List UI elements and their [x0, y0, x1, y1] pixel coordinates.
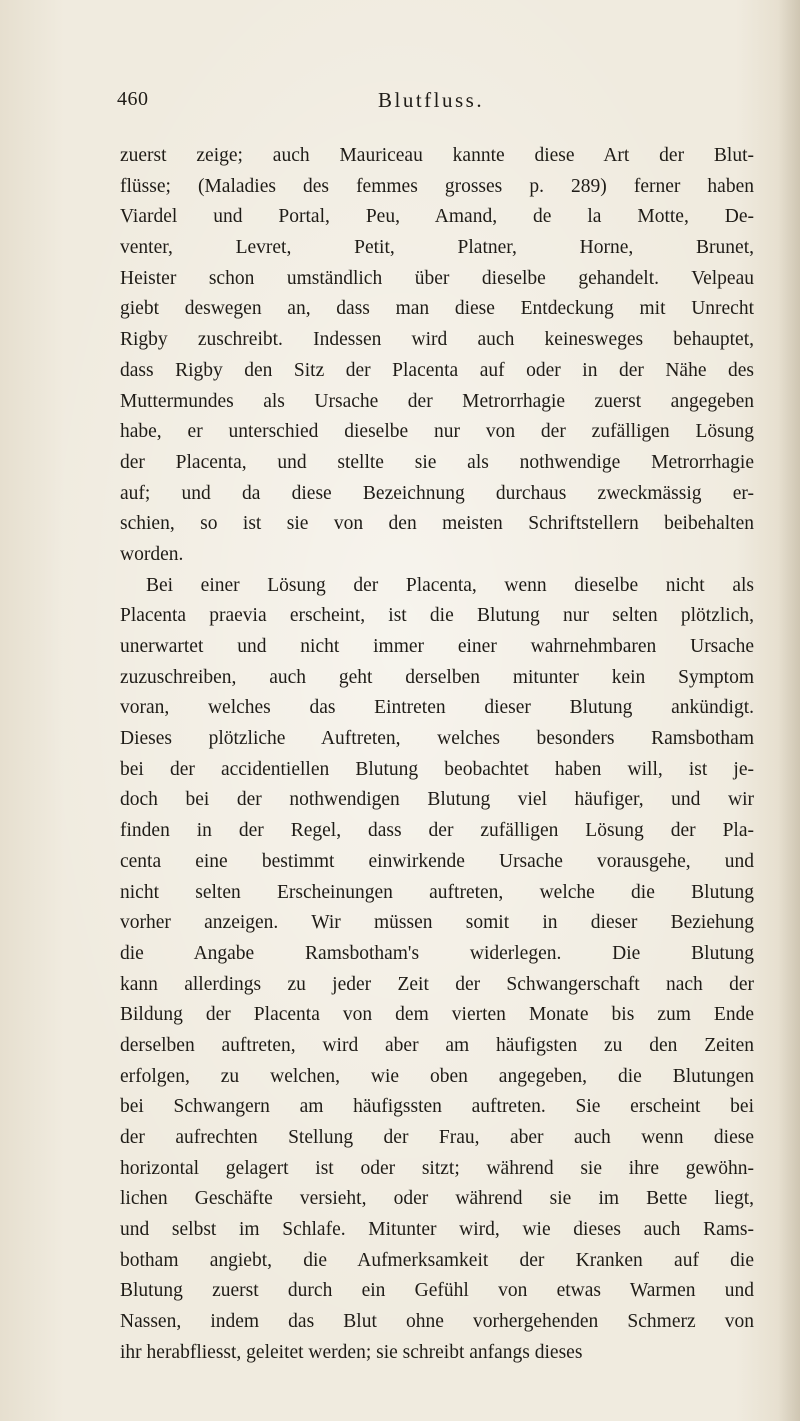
- text-line: bei der accidentiellen Blutung beobachtet haben will, ist je-: [120, 758, 754, 780]
- text-line: schien, so ist sie von den meisten Schriftstellern beibehalten: [120, 513, 754, 535]
- text-line: Heister schon umständlich über dieselbe gehandelt. Velpeau: [120, 267, 754, 289]
- text-line: Nassen, indem das Blut ohne vorhergehenden Schmerz von: [120, 1311, 754, 1333]
- text-line: Muttermundes als Ursache der Metrorrhagie zuerst angegeben: [120, 390, 754, 412]
- running-head: [0, 88, 800, 118]
- text-line: dass Rigby den Sitz der Placenta auf oder in der Nähe des: [120, 359, 754, 381]
- text-line: vorher anzeigen. Wir müssen somit in dieser Beziehung: [120, 912, 754, 934]
- text-line: flüsse; (Maladies des femmes grosses p. 289) ferner haben: [120, 175, 754, 197]
- text-line: botham angiebt, die Aufmerksamkeit der Kranken auf die: [120, 1249, 754, 1271]
- text-line: Rigby zuschreibt. Indessen wird auch keinesweges behauptet,: [120, 329, 754, 351]
- text-line: unerwartet und nicht immer einer wahrnehmbaren Ursache: [120, 636, 754, 657]
- text-line: kann allerdings zu jeder Zeit der Schwangerschaft nach der: [120, 973, 754, 995]
- text-line: und selbst im Schlafe. Mitunter wird, wie dieses auch Rams-: [120, 1219, 754, 1241]
- text-line: Viardel und Portal, Peu, Amand, de la Motte, De-: [120, 206, 754, 228]
- text-line: lichen Geschäfte versieht, oder während sie im Bette liegt,: [120, 1188, 754, 1210]
- text-line: bei Schwangern am häufigssten auftreten. Sie erscheint bei: [120, 1096, 754, 1118]
- text-line: voran, welches das Eintreten dieser Blutung ankündigt.: [120, 697, 754, 719]
- text-line: auf; und da diese Bezeichnung durchaus zweckmässig er-: [120, 482, 754, 504]
- text-line: Bildung der Placenta von dem vierten Monate bis zum Ende: [120, 1004, 754, 1026]
- body-text: [120, 141, 754, 1369]
- text-line: horizontal gelagert ist oder sitzt; während sie ihre gewöhn-: [120, 1157, 754, 1179]
- text-line: Dieses plötzliche Auftreten, welches besonders Ramsbotham: [120, 728, 754, 750]
- text-line: die Angabe Ramsbotham's widerlegen. Die Blutung: [120, 942, 754, 964]
- text-line: doch bei der nothwendigen Blutung viel häufiger, und wir: [120, 789, 754, 811]
- text-line: habe, er unterschied dieselbe nur von der zufälligen Lösung: [120, 421, 754, 443]
- text-line: zuerst zeige; auch Mauriceau kannte diese Art der Blut-: [120, 145, 754, 166]
- text-line: der aufrechten Stellung der Frau, aber auch wenn diese: [120, 1127, 754, 1148]
- text-line: erfolgen, zu welchen, wie oben angegeben, die Blutungen: [120, 1065, 754, 1087]
- text-line: Blutung zuerst durch ein Gefühl von etwas Warmen und: [120, 1280, 754, 1302]
- page-number: 460: [117, 88, 149, 110]
- page-edge-shadow: [778, 0, 800, 1421]
- text-line: worden.: [120, 543, 184, 565]
- text-line: derselben auftreten, wird aber am häufigsten zu den Zeiten: [120, 1034, 754, 1056]
- text-line: giebt deswegen an, dass man diese Entdeckung mit Unrecht: [120, 298, 754, 320]
- text-line: venter, Levret, Petit, Platner, Horne, Brunet,: [120, 237, 754, 259]
- page-header-title: Blutfluss.: [378, 88, 485, 112]
- text-line: Placenta praevia erscheint, ist die Blutung nur selten plötzlich,: [120, 605, 754, 627]
- text-line: der Placenta, und stellte sie als nothwendige Metrorrhagie: [120, 451, 754, 473]
- text-line: zuzuschreiben, auch geht derselben mitunter kein Symptom: [120, 666, 754, 688]
- text-line: finden in der Regel, dass der zufälligen Lösung der Pla-: [120, 820, 754, 842]
- text-line: Bei einer Lösung der Placenta, wenn dieselbe nicht als: [146, 574, 754, 596]
- text-line: ihr herabfliesst, geleitet werden; sie schreibt anfangs dieses: [120, 1341, 583, 1363]
- text-line: nicht selten Erscheinungen auftreten, welche die Blutung: [120, 881, 754, 903]
- text-line: centa eine bestimmt einwirkende Ursache vorausgehe, und: [120, 850, 754, 872]
